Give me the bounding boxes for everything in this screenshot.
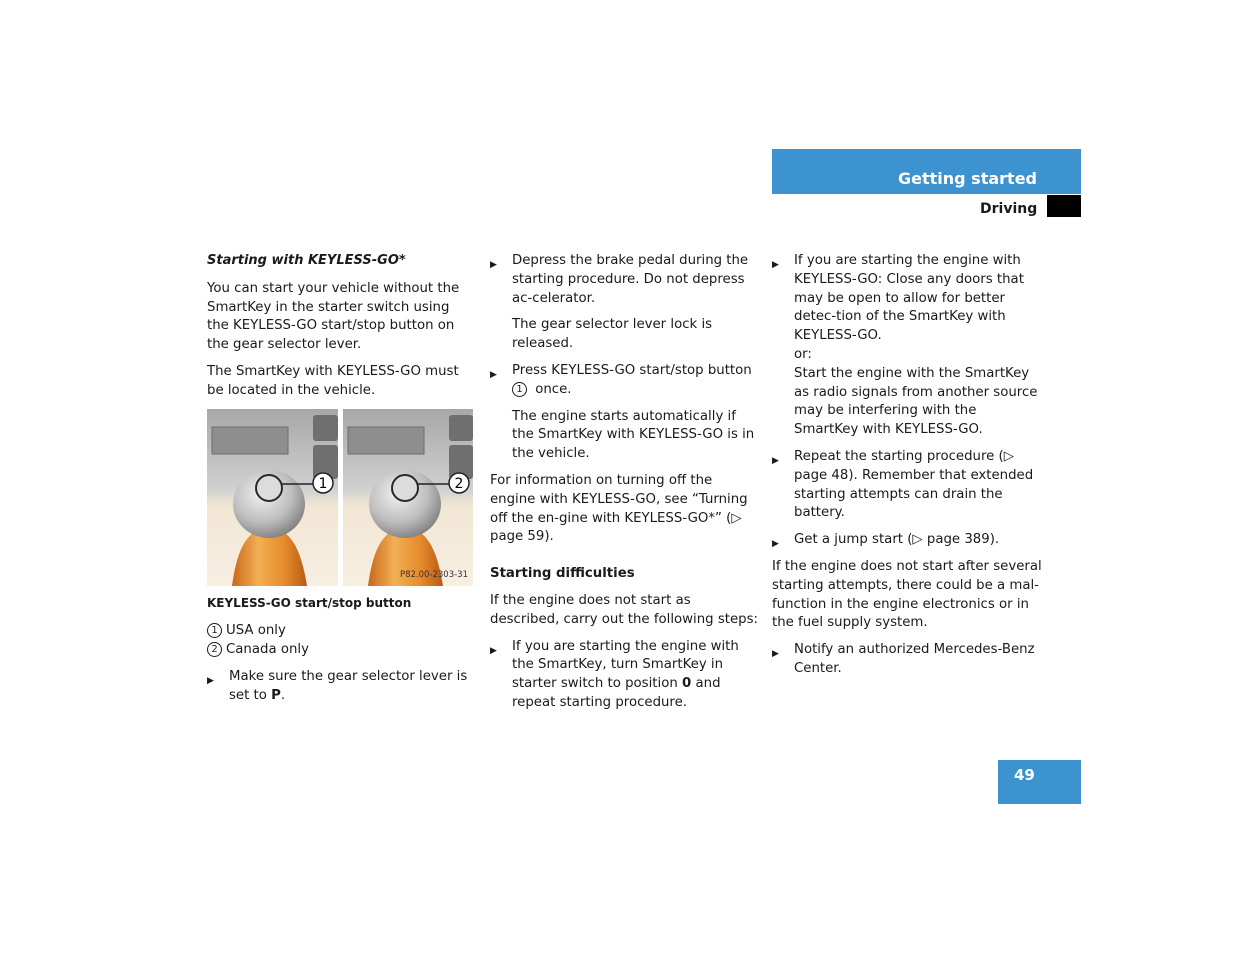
gear-lever-illustration [207,409,473,586]
page-number: 49 [1014,766,1035,784]
bullet-step: ▶ Press KEYLESS-GO start/stop button 1 once. [490,362,760,400]
heading-starting-difficulties: Starting difficulties [490,566,635,582]
paragraph: You can start your vehicle without the SmartKey in the starter switch using the KEYLESS-GO start/stop button on the gear selector lever. [207,280,460,353]
legend-item: 2 Canada only [207,641,475,660]
step-note: The engine starts automatically if the SmartKey with KEYLESS-GO is in the vehicle. [512,408,755,462]
subsection-title: Driving [980,201,1038,217]
heading-keyless-go: Starting with KEYLESS-GO* [207,253,406,268]
keyless-go-figure [207,409,473,586]
bullet-step: ▶ Make sure the gear selector lever is set to P. [207,668,475,706]
figure-code: P82.00-2303-31 [399,569,468,580]
paragraph: For information on turning off the engine with KEYLESS-GO, see “Turning off the en-gine with KEYLESS-GO*” (▷ page 59). [490,472,748,545]
paragraph: If the engine does not start as described, carry out the following steps: [490,592,759,627]
page-number-box [998,760,1081,804]
bullet-step: ▶ Repeat the starting procedure (▷ page 48). Remember that extended starting attempts can drain the battery. [772,448,1042,523]
bullet-step: ▶ Get a jump start (▷ page 389). [772,531,1042,550]
legend-item: 1 USA only [207,622,475,641]
paragraph: The SmartKey with KEYLESS-GO must be located in the vehicle. [207,363,459,398]
bullet-step: ▶ Depress the brake pedal during the starting procedure. Do not depress ac-celerator. [490,252,760,308]
figure-label-2: 2 [454,475,464,492]
column-1 [207,252,475,714]
figure-caption: KEYLESS-GO start/stop button [207,595,412,610]
bullet-step: ▶ Notify an authorized Mercedes-Benz Center. [772,641,1042,679]
subsection-marker [1047,195,1081,217]
column-3 [772,252,1042,687]
step-note: The gear selector lever lock is released. [512,317,713,352]
paragraph: If the engine does not start after several starting attempts, there could be a mal-function in the engine electronics or in the fuel supply system. [772,558,1042,631]
column-2 [490,252,760,721]
section-header-bar [772,149,1081,194]
bullet-step: ▶ If you are starting the engine with the SmartKey, turn SmartKey in starter switch to position 0 and repeat starting procedure. [490,638,760,713]
bullet-step: ▶ If you are starting the engine with KEYLESS-GO: Close any doors that may be open to allow for better detec-tion of the SmartKey with KEYLESS-GO. or: Start the engine with the SmartKey as radio signals from another source may be interfering with the SmartKey with KEYLESS-GO. [772,252,1042,440]
section-title: Getting started [898,169,1037,188]
figure-label-1: 1 [318,475,328,492]
